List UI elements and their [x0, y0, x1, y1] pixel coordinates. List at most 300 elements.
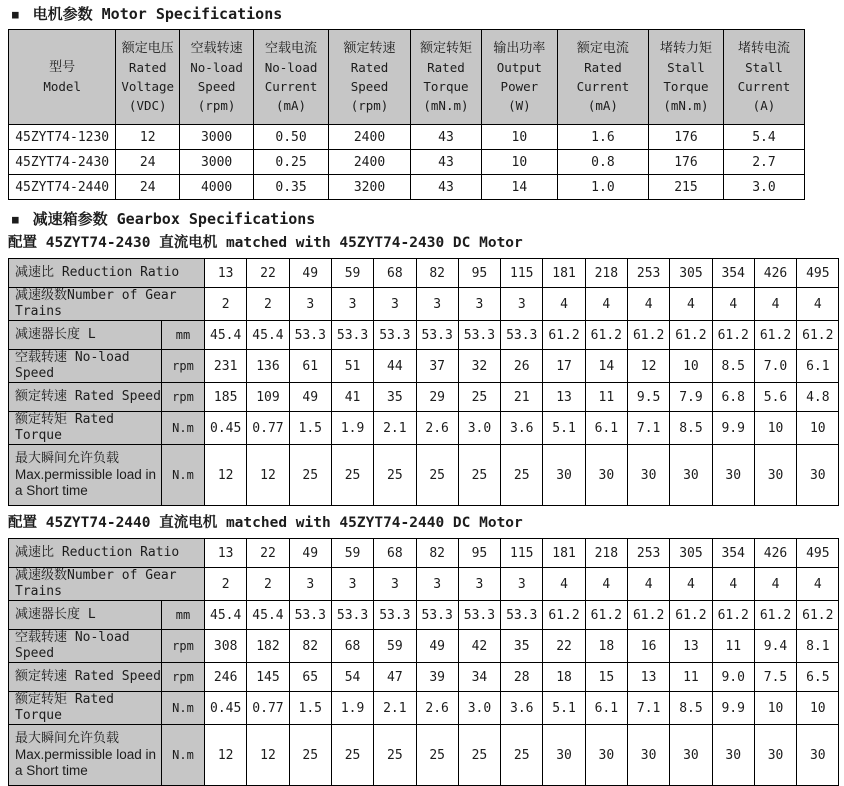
motor-value-cell: 215 — [648, 175, 723, 200]
gearbox-value-cell: 68 — [374, 539, 416, 568]
gearbox-value-cell: 4 — [543, 288, 585, 321]
gearbox-value-cell: 61.2 — [712, 321, 754, 350]
gearbox-value-cell: 59 — [331, 259, 373, 288]
gearbox-row — [9, 539, 839, 568]
gearbox-value-cell: 12 — [247, 445, 289, 506]
motor-value-cell: 3.0 — [723, 175, 804, 200]
gearbox-value-cell: 2 — [205, 568, 247, 601]
gearbox-value-cell: 59 — [331, 539, 373, 568]
motor-value-cell: 4000 — [180, 175, 254, 200]
gearbox-row — [9, 692, 839, 725]
gearbox-value-cell: 426 — [754, 259, 796, 288]
gearbox-value-cell: 47 — [374, 663, 416, 692]
gearbox-row — [9, 568, 839, 601]
gearbox-table-0-body — [9, 259, 839, 506]
gearbox-value-cell: 1.9 — [331, 412, 373, 445]
gearbox-value-cell: 11 — [712, 630, 754, 663]
gearbox-row — [9, 630, 839, 663]
gearbox-value-cell: 61.2 — [543, 321, 585, 350]
gearbox-row-unit: N.m — [162, 412, 205, 445]
gearbox-value-cell: 2 — [205, 288, 247, 321]
gearbox-value-cell: 30 — [712, 445, 754, 506]
gearbox-row — [9, 259, 839, 288]
gearbox-value-cell: 3 — [416, 288, 458, 321]
gearbox-value-cell: 3 — [501, 568, 543, 601]
gearbox-row — [9, 321, 839, 350]
gearbox-value-cell: 30 — [797, 725, 839, 786]
gearbox-value-cell: 3 — [458, 288, 500, 321]
gearbox-row-label: 减速比 Reduction Ratio — [9, 259, 205, 288]
gearbox-value-cell: 25 — [501, 725, 543, 786]
motor-value-cell: 176 — [648, 125, 723, 150]
gearbox-row-label: 最大瞬间允许负载 Max.permissible load in a Short time — [9, 445, 162, 506]
gearbox-value-cell: 3 — [289, 568, 331, 601]
gearbox-value-cell: 53.3 — [331, 601, 373, 630]
gearbox-value-cell: 45.4 — [205, 601, 247, 630]
gearbox-value-cell: 41 — [331, 383, 373, 412]
gearbox-value-cell: 82 — [416, 259, 458, 288]
motor-data-row — [9, 150, 805, 175]
motor-value-cell: 12 — [116, 125, 180, 150]
motor-column-header: 空载电流 No-load Current (mA) — [254, 30, 329, 125]
gearbox-table-1 — [8, 538, 839, 786]
gearbox-value-cell: 82 — [289, 630, 331, 663]
gearbox-value-cell: 53.3 — [289, 321, 331, 350]
gearbox-row-unit: rpm — [162, 383, 205, 412]
gearbox-value-cell: 495 — [797, 259, 839, 288]
motor-value-cell: 24 — [116, 150, 180, 175]
motor-table-body — [9, 125, 805, 200]
gearbox-value-cell: 22 — [247, 539, 289, 568]
gearbox-value-cell: 2.1 — [374, 692, 416, 725]
gearbox-value-cell: 45.4 — [205, 321, 247, 350]
gearbox-value-cell: 30 — [670, 725, 712, 786]
gearbox-row-label: 减速器长度 L — [9, 321, 162, 350]
gearbox-value-cell: 0.45 — [205, 692, 247, 725]
gearbox-value-cell: 3 — [374, 288, 416, 321]
gearbox-value-cell: 3.6 — [501, 412, 543, 445]
gearbox-value-cell: 13 — [670, 630, 712, 663]
gearbox-value-cell: 61.2 — [797, 601, 839, 630]
gearbox-value-cell: 354 — [712, 539, 754, 568]
gearbox-value-cell: 53.3 — [416, 601, 458, 630]
gearbox-value-cell: 61.2 — [585, 321, 627, 350]
gearbox-value-cell: 6.1 — [585, 692, 627, 725]
gearbox-value-cell: 253 — [627, 539, 669, 568]
gearbox-value-cell: 7.0 — [754, 350, 796, 383]
gearbox-value-cell: 0.45 — [205, 412, 247, 445]
gearbox-value-cell: 15 — [585, 663, 627, 692]
gearbox-value-cell: 22 — [543, 630, 585, 663]
gearbox-value-cell: 10 — [797, 692, 839, 725]
gearbox-value-cell: 4 — [797, 568, 839, 601]
gearbox-row-label: 减速器长度 L — [9, 601, 162, 630]
gearbox-row-unit: rpm — [162, 350, 205, 383]
gearbox-value-cell: 109 — [247, 383, 289, 412]
gearbox-table-1-body — [9, 539, 839, 786]
motor-value-cell: 24 — [116, 175, 180, 200]
gearbox-value-cell: 34 — [458, 663, 500, 692]
gearbox-value-cell: 59 — [374, 630, 416, 663]
gearbox-value-cell: 13 — [205, 259, 247, 288]
gearbox-value-cell: 61.2 — [627, 601, 669, 630]
motor-value-cell: 43 — [411, 125, 482, 150]
gearbox-value-cell: 61.2 — [797, 321, 839, 350]
gearbox-value-cell: 5.6 — [754, 383, 796, 412]
gearbox-value-cell: 145 — [247, 663, 289, 692]
gearbox-row — [9, 412, 839, 445]
gearbox-value-cell: 9.9 — [712, 412, 754, 445]
gearbox-value-cell: 354 — [712, 259, 754, 288]
gearbox-value-cell: 53.3 — [416, 321, 458, 350]
motor-value-cell: 0.35 — [254, 175, 329, 200]
motor-column-header: 堵转力矩 Stall Torque (mN.m) — [648, 30, 723, 125]
gearbox-row-label: 额定转速 Rated Speed — [9, 663, 162, 692]
gearbox-value-cell: 1.5 — [289, 412, 331, 445]
gearbox-value-cell: 51 — [331, 350, 373, 383]
gearbox-value-cell: 28 — [501, 663, 543, 692]
gearbox-row-unit: N.m — [162, 725, 205, 786]
gearbox-value-cell: 2.6 — [416, 412, 458, 445]
gearbox-value-cell: 4 — [543, 568, 585, 601]
gearbox-row-label: 减速比 Reduction Ratio — [9, 539, 205, 568]
gearbox-value-cell: 13 — [627, 663, 669, 692]
gearbox-value-cell: 49 — [416, 630, 458, 663]
gearbox-value-cell: 61.2 — [670, 601, 712, 630]
gearbox-value-cell: 35 — [374, 383, 416, 412]
gearbox-value-cell: 25 — [374, 725, 416, 786]
square-bullet-icon: ■ — [12, 213, 19, 226]
gearbox-value-cell: 68 — [331, 630, 373, 663]
motor-section-heading — [12, 5, 838, 24]
gearbox-section-heading — [12, 210, 838, 229]
gearbox-value-cell: 18 — [543, 663, 585, 692]
gearbox-value-cell: 4 — [797, 288, 839, 321]
gearbox-value-cell: 25 — [416, 445, 458, 506]
motor-value-cell: 45ZYT74-1230 — [9, 125, 116, 150]
gearbox-value-cell: 30 — [543, 725, 585, 786]
gearbox-value-cell: 3.0 — [458, 692, 500, 725]
gearbox-value-cell: 25 — [458, 383, 500, 412]
gearbox-value-cell: 4 — [670, 568, 712, 601]
gearbox-row-label: 额定转矩 Rated Torque — [9, 412, 162, 445]
motor-value-cell: 0.25 — [254, 150, 329, 175]
gearbox-value-cell: 2 — [247, 288, 289, 321]
gearbox-value-cell: 6.1 — [585, 412, 627, 445]
gearbox-subtitle-2440: 配置 45ZYT74-2440 直流电机 matched with 45ZYT74-2440 DC Motor — [8, 515, 523, 531]
motor-column-header: 空载转速 No-load Speed (rpm) — [180, 30, 254, 125]
motor-value-cell: 0.50 — [254, 125, 329, 150]
gearbox-value-cell: 12 — [627, 350, 669, 383]
motor-value-cell: 1.0 — [557, 175, 648, 200]
gearbox-value-cell: 9.0 — [712, 663, 754, 692]
motor-value-cell: 2.7 — [723, 150, 804, 175]
gearbox-value-cell: 305 — [670, 259, 712, 288]
gearbox-value-cell: 30 — [797, 445, 839, 506]
gearbox-value-cell: 7.9 — [670, 383, 712, 412]
gearbox-value-cell: 53.3 — [458, 321, 500, 350]
gearbox-value-cell: 246 — [205, 663, 247, 692]
gearbox-value-cell: 3 — [331, 568, 373, 601]
gearbox-value-cell: 95 — [458, 539, 500, 568]
gearbox-value-cell: 4 — [585, 288, 627, 321]
gearbox-value-cell: 49 — [289, 259, 331, 288]
gearbox-value-cell: 17 — [543, 350, 585, 383]
gearbox-value-cell: 8.1 — [797, 630, 839, 663]
gearbox-subtitle-2430: 配置 45ZYT74-2430 直流电机 matched with 45ZYT74-2430 DC Motor — [8, 235, 523, 251]
gearbox-value-cell: 3 — [289, 288, 331, 321]
gearbox-value-cell: 9.9 — [712, 692, 754, 725]
gearbox-value-cell: 3 — [374, 568, 416, 601]
gearbox-value-cell: 10 — [797, 412, 839, 445]
gearbox-value-cell: 218 — [585, 259, 627, 288]
gearbox-value-cell: 53.3 — [374, 601, 416, 630]
gearbox-value-cell: 95 — [458, 259, 500, 288]
gearbox-value-cell: 18 — [585, 630, 627, 663]
gearbox-value-cell: 14 — [585, 350, 627, 383]
gearbox-value-cell: 4 — [712, 288, 754, 321]
gearbox-value-cell: 3 — [501, 288, 543, 321]
gearbox-value-cell: 13 — [543, 383, 585, 412]
gearbox-value-cell: 218 — [585, 539, 627, 568]
gearbox-value-cell: 11 — [670, 663, 712, 692]
gearbox-value-cell: 0.77 — [247, 692, 289, 725]
gearbox-row-unit: N.m — [162, 692, 205, 725]
gearbox-value-cell: 25 — [331, 445, 373, 506]
gearbox-value-cell: 61.2 — [754, 601, 796, 630]
gearbox-value-cell: 4 — [712, 568, 754, 601]
gearbox-row-label: 额定转矩 Rated Torque — [9, 692, 162, 725]
motor-section-title: 电机参数 Motor Specifications — [32, 5, 283, 23]
gearbox-row — [9, 445, 839, 506]
gearbox-value-cell: 30 — [543, 445, 585, 506]
gearbox-value-cell: 61.2 — [670, 321, 712, 350]
gearbox-value-cell: 30 — [670, 445, 712, 506]
gearbox-value-cell: 6.5 — [797, 663, 839, 692]
gearbox-value-cell: 1.5 — [289, 692, 331, 725]
gearbox-row-label: 空载转速 No-load Speed — [9, 350, 162, 383]
motor-data-row — [9, 175, 805, 200]
motor-header-row — [9, 30, 805, 125]
gearbox-value-cell: 25 — [331, 725, 373, 786]
gearbox-row-unit: rpm — [162, 630, 205, 663]
gearbox-value-cell: 25 — [289, 445, 331, 506]
gearbox-value-cell: 0.77 — [247, 412, 289, 445]
gearbox-value-cell: 12 — [247, 725, 289, 786]
gearbox-value-cell: 30 — [754, 445, 796, 506]
gearbox-value-cell: 61.2 — [754, 321, 796, 350]
gearbox-value-cell: 82 — [416, 539, 458, 568]
gearbox-value-cell: 65 — [289, 663, 331, 692]
gearbox-value-cell: 25 — [289, 725, 331, 786]
motor-value-cell: 176 — [648, 150, 723, 175]
gearbox-value-cell: 2.6 — [416, 692, 458, 725]
gearbox-value-cell: 115 — [501, 259, 543, 288]
motor-column-header: 额定转矩 Rated Torque (mN.m) — [411, 30, 482, 125]
gearbox-row — [9, 350, 839, 383]
gearbox-value-cell: 16 — [627, 630, 669, 663]
gearbox-value-cell: 45.4 — [247, 601, 289, 630]
motor-column-header: 型号 Model — [9, 30, 116, 125]
gearbox-value-cell: 61.2 — [712, 601, 754, 630]
gearbox-value-cell: 12 — [205, 725, 247, 786]
gearbox-value-cell: 185 — [205, 383, 247, 412]
gearbox-value-cell: 53.3 — [458, 601, 500, 630]
gearbox-value-cell: 7.5 — [754, 663, 796, 692]
gearbox-value-cell: 426 — [754, 539, 796, 568]
gearbox-value-cell: 2 — [247, 568, 289, 601]
motor-value-cell: 14 — [481, 175, 557, 200]
gearbox-value-cell: 495 — [797, 539, 839, 568]
gearbox-value-cell: 3.6 — [501, 692, 543, 725]
gearbox-row-unit: mm — [162, 321, 205, 350]
gearbox-value-cell: 6.1 — [797, 350, 839, 383]
gearbox-value-cell: 9.4 — [754, 630, 796, 663]
gearbox-value-cell: 32 — [458, 350, 500, 383]
gearbox-value-cell: 61 — [289, 350, 331, 383]
gearbox-value-cell: 4 — [627, 288, 669, 321]
gearbox-value-cell: 10 — [754, 692, 796, 725]
gearbox-value-cell: 182 — [247, 630, 289, 663]
gearbox-value-cell: 54 — [331, 663, 373, 692]
gearbox-table-0 — [8, 258, 839, 506]
motor-value-cell: 3000 — [180, 125, 254, 150]
motor-value-cell: 10 — [481, 150, 557, 175]
gearbox-value-cell: 136 — [247, 350, 289, 383]
gearbox-value-cell: 115 — [501, 539, 543, 568]
gearbox-value-cell: 4 — [670, 288, 712, 321]
gearbox-value-cell: 231 — [205, 350, 247, 383]
gearbox-value-cell: 49 — [289, 539, 331, 568]
motor-table-header — [9, 30, 805, 125]
gearbox-value-cell: 5.1 — [543, 692, 585, 725]
gearbox-value-cell: 13 — [205, 539, 247, 568]
gearbox-row — [9, 383, 839, 412]
gearbox-value-cell: 8.5 — [670, 412, 712, 445]
gearbox-value-cell: 61.2 — [543, 601, 585, 630]
gearbox-value-cell: 53.3 — [501, 321, 543, 350]
gearbox-value-cell: 25 — [416, 725, 458, 786]
motor-value-cell: 1.6 — [557, 125, 648, 150]
gearbox-value-cell: 45.4 — [247, 321, 289, 350]
motor-data-row — [9, 125, 805, 150]
gearbox-value-cell: 42 — [458, 630, 500, 663]
motor-column-header: 额定电压 Rated Voltage (VDC) — [116, 30, 180, 125]
gearbox-value-cell: 4 — [627, 568, 669, 601]
gearbox-value-cell: 53.3 — [331, 321, 373, 350]
motor-value-cell: 0.8 — [557, 150, 648, 175]
gearbox-row-label: 额定转速 Rated Speed — [9, 383, 162, 412]
gearbox-value-cell: 37 — [416, 350, 458, 383]
gearbox-row-label: 空载转速 No-load Speed — [9, 630, 162, 663]
gearbox-row-unit: N.m — [162, 445, 205, 506]
gearbox-value-cell: 253 — [627, 259, 669, 288]
motor-value-cell: 43 — [411, 175, 482, 200]
gearbox-value-cell: 61.2 — [585, 601, 627, 630]
motor-column-header: 额定电流 Rated Current (mA) — [557, 30, 648, 125]
gearbox-value-cell: 30 — [627, 725, 669, 786]
gearbox-value-cell: 5.1 — [543, 412, 585, 445]
gearbox-value-cell: 26 — [501, 350, 543, 383]
gearbox-value-cell: 7.1 — [627, 692, 669, 725]
gearbox-value-cell: 8.5 — [712, 350, 754, 383]
gearbox-row — [9, 601, 839, 630]
motor-value-cell: 45ZYT74-2430 — [9, 150, 116, 175]
motor-value-cell: 43 — [411, 150, 482, 175]
gearbox-value-cell: 30 — [585, 725, 627, 786]
motor-specs-table — [8, 29, 805, 200]
gearbox-value-cell: 181 — [543, 259, 585, 288]
gearbox-value-cell: 10 — [670, 350, 712, 383]
gearbox-value-cell: 2.1 — [374, 412, 416, 445]
motor-column-header: 堵转电流 Stall Current (A) — [723, 30, 804, 125]
gearbox-value-cell: 30 — [585, 445, 627, 506]
gearbox-value-cell: 53.3 — [374, 321, 416, 350]
gearbox-value-cell: 53.3 — [289, 601, 331, 630]
gearbox-value-cell: 29 — [416, 383, 458, 412]
gearbox-row-label: 减速级数Number of Gear Trains — [9, 288, 205, 321]
gearbox-value-cell: 30 — [627, 445, 669, 506]
gearbox-section-title: 减速箱参数 Gearbox Specifications — [32, 210, 316, 228]
gearbox-row-unit: mm — [162, 601, 205, 630]
gearbox-value-cell: 3 — [416, 568, 458, 601]
motor-value-cell: 5.4 — [723, 125, 804, 150]
gearbox-value-cell: 25 — [458, 725, 500, 786]
gearbox-value-cell: 53.3 — [501, 601, 543, 630]
gearbox-value-cell: 3 — [331, 288, 373, 321]
motor-value-cell: 3200 — [329, 175, 411, 200]
gearbox-value-cell: 7.1 — [627, 412, 669, 445]
gearbox-value-cell: 30 — [754, 725, 796, 786]
gearbox-row-label: 最大瞬间允许负载 Max.permissible load in a Short time — [9, 725, 162, 786]
gearbox-value-cell: 3.0 — [458, 412, 500, 445]
gearbox-value-cell: 4.8 — [797, 383, 839, 412]
gearbox-value-cell: 9.5 — [627, 383, 669, 412]
gearbox-value-cell: 1.9 — [331, 692, 373, 725]
square-bullet-icon: ■ — [12, 8, 19, 21]
gearbox-value-cell: 4 — [754, 288, 796, 321]
gearbox-value-cell: 181 — [543, 539, 585, 568]
gearbox-value-cell: 11 — [585, 383, 627, 412]
gearbox-value-cell: 3 — [458, 568, 500, 601]
gearbox-row — [9, 725, 839, 786]
gearbox-row — [9, 663, 839, 692]
motor-value-cell: 2400 — [329, 125, 411, 150]
motor-column-header: 额定转速 Rated Speed (rpm) — [329, 30, 411, 125]
gearbox-row-unit: rpm — [162, 663, 205, 692]
gearbox-value-cell: 10 — [754, 412, 796, 445]
gearbox-value-cell: 68 — [374, 259, 416, 288]
motor-value-cell: 3000 — [180, 150, 254, 175]
gearbox-value-cell: 22 — [247, 259, 289, 288]
gearbox-value-cell: 8.5 — [670, 692, 712, 725]
motor-value-cell: 10 — [481, 125, 557, 150]
gearbox-value-cell: 6.8 — [712, 383, 754, 412]
gearbox-value-cell: 25 — [374, 445, 416, 506]
gearbox-value-cell: 25 — [501, 445, 543, 506]
gearbox-value-cell: 25 — [458, 445, 500, 506]
gearbox-value-cell: 49 — [289, 383, 331, 412]
gearbox-value-cell: 4 — [754, 568, 796, 601]
gearbox-row-label: 减速级数Number of Gear Trains — [9, 568, 205, 601]
motor-column-header: 输出功率 Output Power (W) — [481, 30, 557, 125]
gearbox-value-cell: 21 — [501, 383, 543, 412]
gearbox-value-cell: 12 — [205, 445, 247, 506]
gearbox-value-cell: 4 — [585, 568, 627, 601]
gearbox-row — [9, 288, 839, 321]
gearbox-value-cell: 308 — [205, 630, 247, 663]
motor-value-cell: 2400 — [329, 150, 411, 175]
